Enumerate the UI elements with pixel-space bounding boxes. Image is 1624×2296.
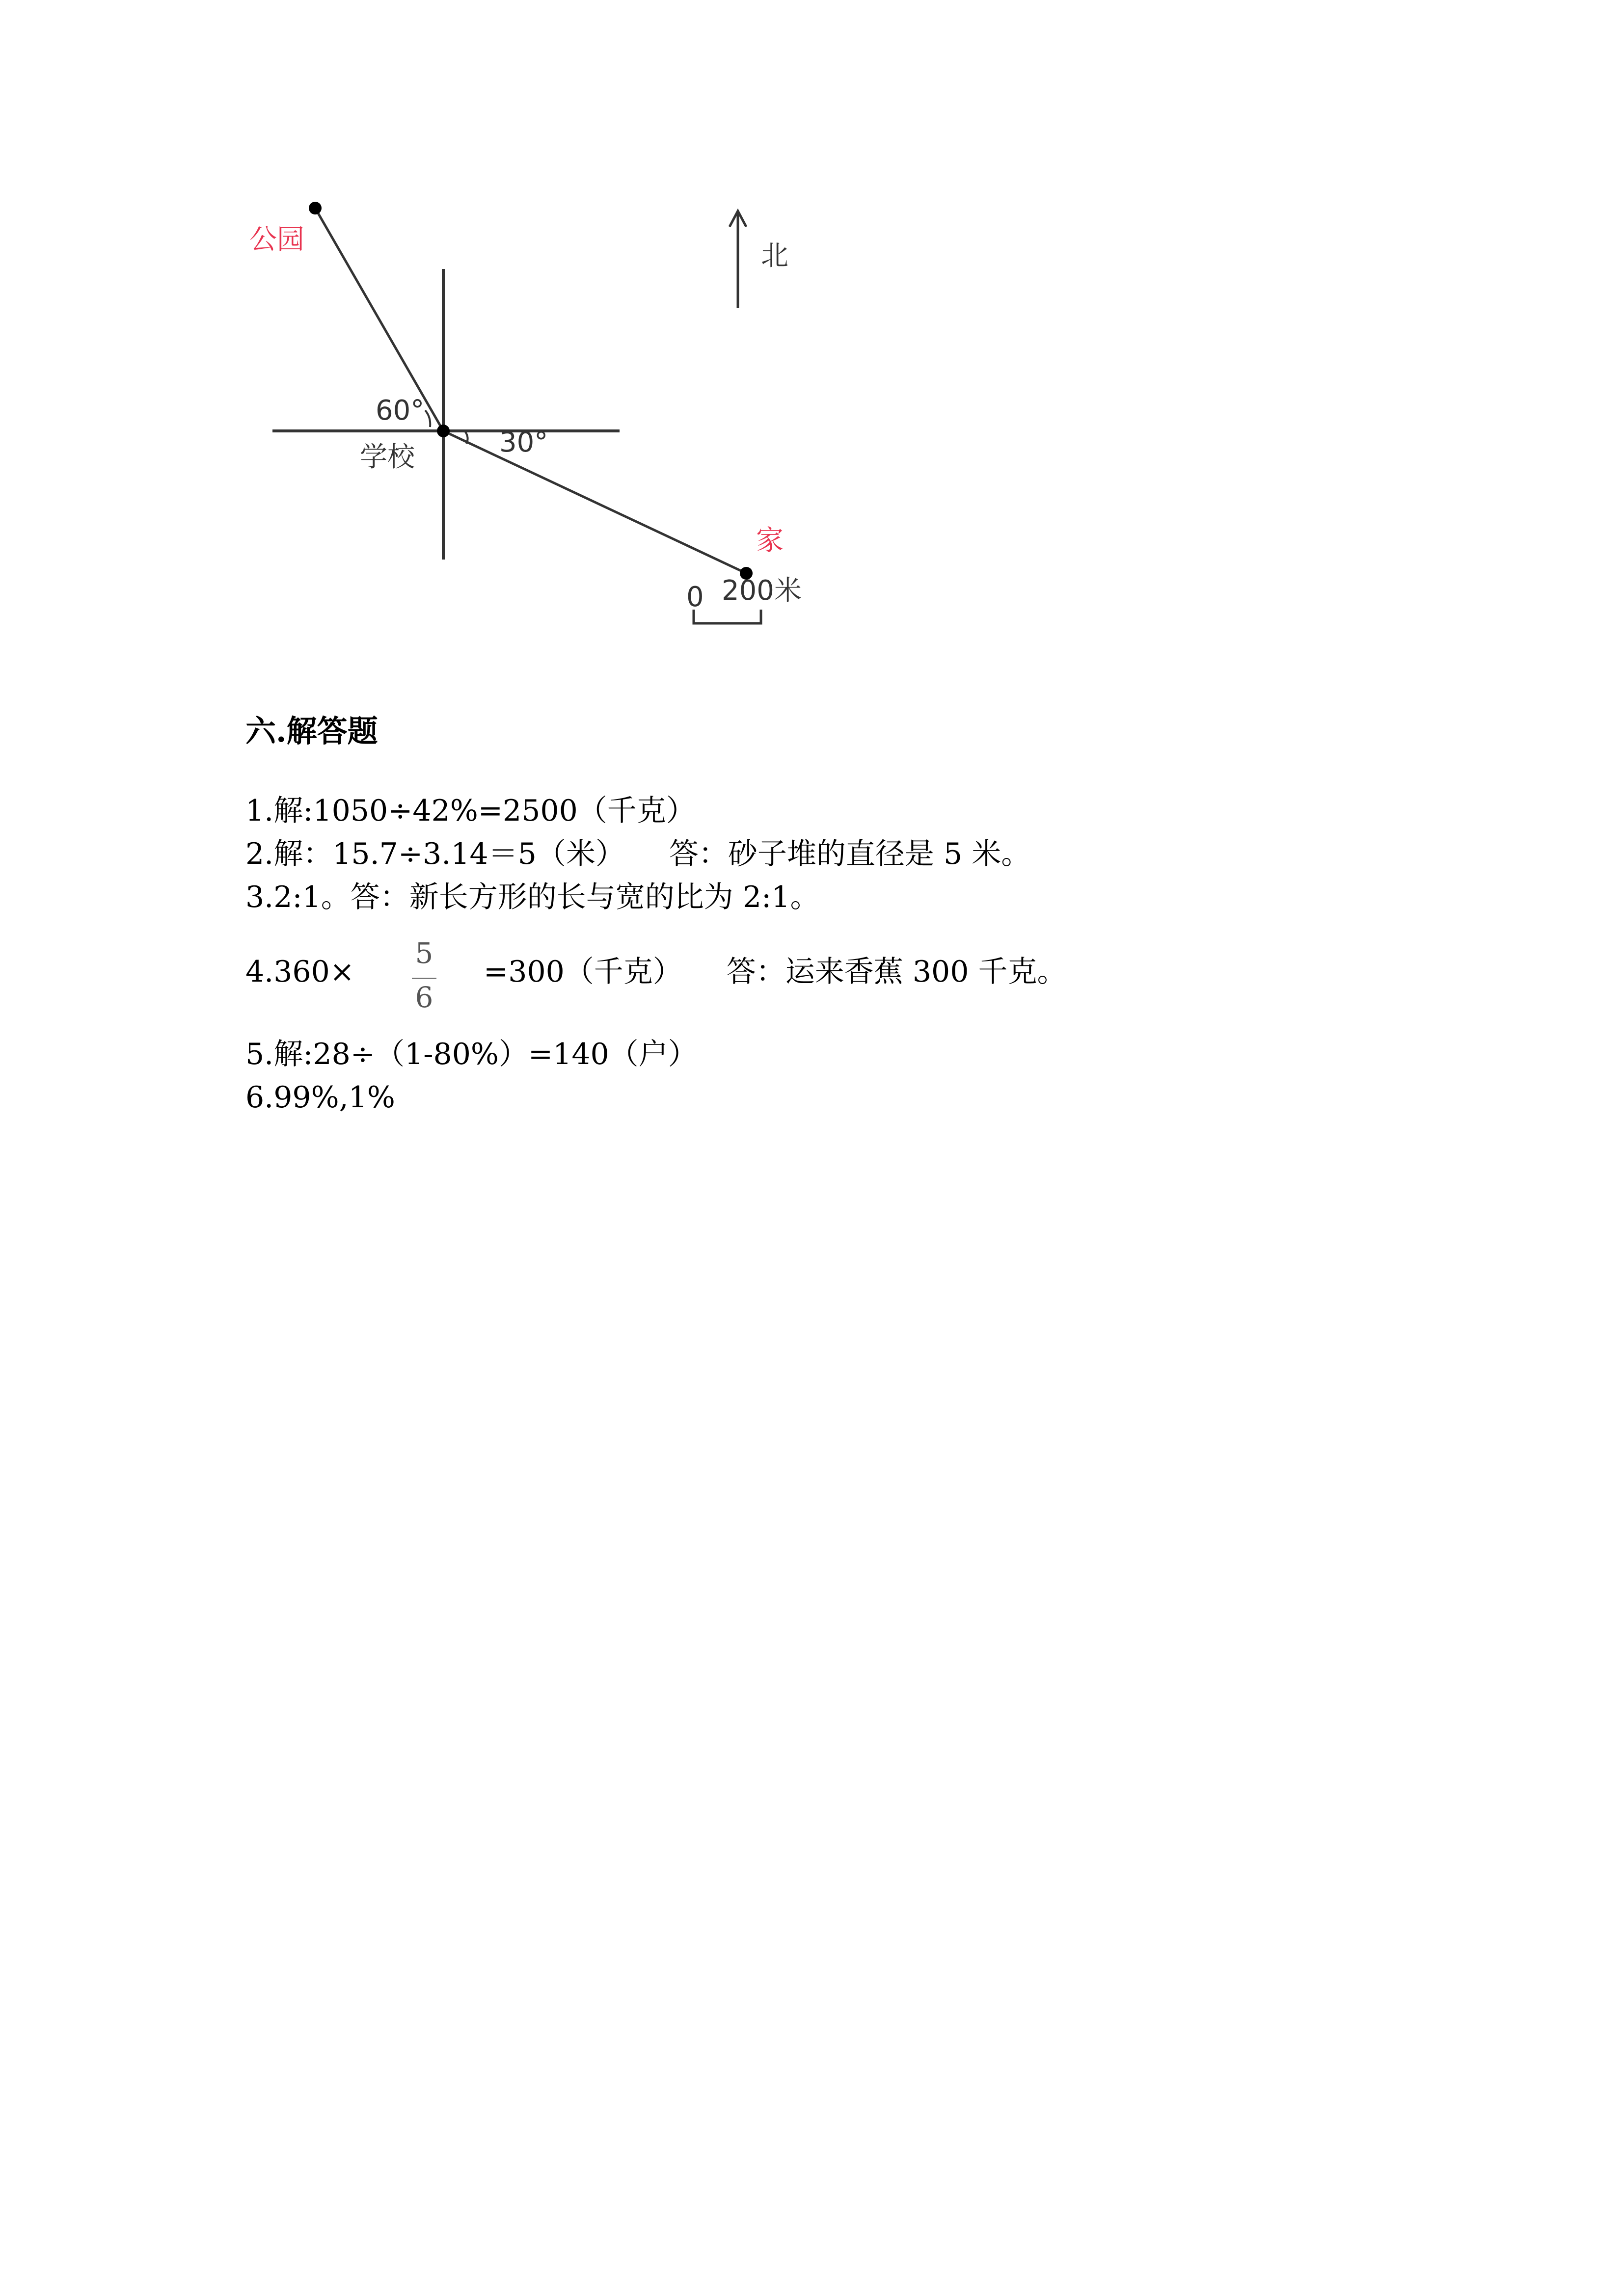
north-label: 北 [761, 240, 788, 272]
fraction-denominator: 6 [415, 981, 433, 1014]
angle-mark-park [425, 410, 430, 427]
answer-3: 3.2:1。答：新长方形的长与宽的比为 2:1。 [245, 880, 820, 914]
answer-5: 5.解:28÷（1-80%）=140（户） [245, 1037, 698, 1071]
school-label: 学校 [360, 441, 415, 473]
answer-4-prefix: 4.360× [245, 955, 355, 989]
angle-label-park: 60° [376, 395, 425, 427]
section-title: 六.解答题 [245, 713, 378, 749]
fraction-numerator: 5 [415, 936, 433, 970]
answer-6: 6.99%,1% [245, 1080, 395, 1115]
school-point [437, 425, 450, 437]
answer-2: 2.解：15.7÷3.14＝5（米） 答：砂子堆的直径是 5 米。 [245, 837, 1031, 871]
angle-label-home: 30° [499, 427, 548, 458]
answer-4-suffix: =300（千克） 答：运来香蕉 300 千克。 [484, 955, 1067, 989]
fraction-bar [412, 978, 436, 979]
scale-zero-label: 0 [686, 581, 704, 613]
scale-distance-label: 200米 [722, 575, 802, 607]
direction-diagram [0, 0, 1624, 687]
answer-1: 1.解:1050÷42%=2500（千克） [245, 794, 696, 828]
park-label: 公园 [249, 224, 304, 256]
school-home-line [443, 431, 746, 573]
park-point [309, 202, 322, 214]
home-label: 家 [756, 525, 784, 557]
